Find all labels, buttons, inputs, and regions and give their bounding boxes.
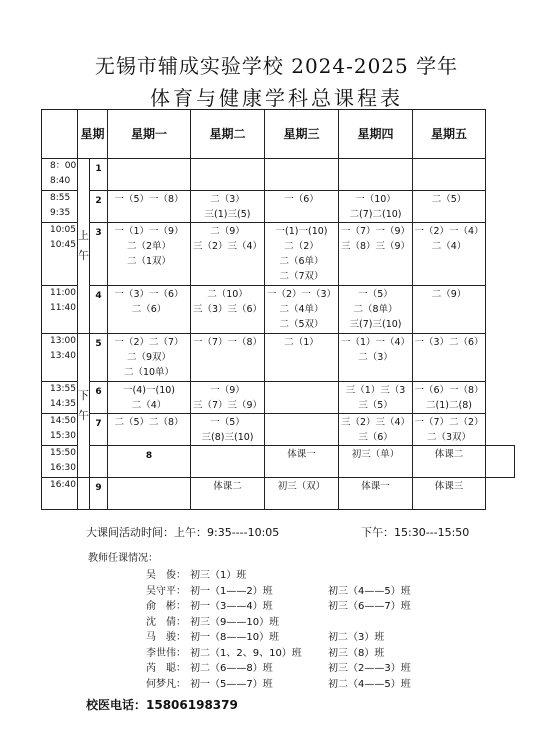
class-entry: 一（9） [210, 385, 245, 396]
class-entry: 二（5）二（8） [114, 417, 184, 428]
class-entry: 一（3）二（6） [414, 337, 484, 348]
teacher-classes: 初一（5——7）班 [190, 678, 273, 690]
teacher-classes-extra: 初三（2——3）班 [328, 663, 411, 674]
class-cell [413, 446, 486, 478]
class-cell [191, 223, 265, 286]
class-cell [413, 159, 486, 191]
class-cell [191, 159, 265, 191]
class-entry: 一（7）一（8） [192, 337, 263, 348]
class-entry: 二（2） [284, 241, 319, 252]
class-cell [339, 286, 413, 334]
period-number: 1 [90, 159, 108, 191]
day-header: 星期三 [265, 110, 339, 159]
teacher-classes-extra: 初三（8）班 [328, 647, 385, 659]
class-entry: 一（7）二（2） [414, 417, 484, 428]
class-cell [413, 334, 486, 382]
teacher-classes: 初三（1）班 [190, 570, 247, 581]
class-entry: 三（7）三（9） [192, 400, 263, 411]
time-text: 8：00 [50, 161, 77, 171]
class-entry: 三（6） [358, 432, 393, 443]
class-entry: 三（2）三（4） [192, 241, 263, 252]
class-entry: 二（4单） [279, 304, 324, 315]
teacher-name: 何梦凡： [146, 678, 186, 690]
class-cell [191, 334, 265, 382]
class-cell [191, 382, 265, 414]
empty-half-cell [90, 446, 108, 478]
class-cell [108, 191, 191, 223]
class-cell [191, 414, 265, 446]
schedule-row [42, 159, 515, 191]
class-entry: 二（5） [431, 194, 467, 205]
class-entry: 二（7双） [279, 271, 324, 282]
class-cell [108, 286, 191, 334]
class-entry: 一（2）一（3） [266, 289, 337, 300]
time-text: 13:00 [50, 336, 76, 346]
period-number: 4 [90, 286, 108, 334]
class-cell [413, 191, 486, 223]
class-entry: 二（9） [431, 289, 467, 300]
class-cell [265, 286, 339, 334]
class-entry: 二（4） [431, 241, 467, 252]
teacher-name: 李世伟： [146, 647, 186, 659]
empty-half-cell [78, 478, 90, 510]
teacher-classes-extra: 初二（3）班 [328, 632, 385, 643]
class-entry: 三(8)三(10) [201, 432, 254, 443]
class-cell [339, 223, 413, 286]
class-cell [191, 286, 265, 334]
class-cell [108, 223, 191, 286]
class-entry: 一（5） [358, 289, 393, 300]
class-cell [265, 223, 339, 286]
class-entry: 三（3）三（6） [192, 304, 263, 315]
class-cell [413, 382, 486, 414]
half-day-char: 上 [78, 229, 89, 242]
time-text: 11:40 [50, 303, 76, 313]
class-cell [265, 191, 339, 223]
time-text: 9:35 [50, 208, 71, 218]
class-entry: 体课二 [213, 481, 242, 492]
day-header: 星期五 [413, 110, 486, 159]
class-entry: 二(1)二(8) [426, 400, 472, 411]
time-cell [42, 223, 78, 286]
class-cell [191, 191, 265, 223]
class-cell [413, 478, 486, 510]
class-entry: 三（2）三（4） [340, 417, 411, 428]
class-entry: 一(4)一(10) [123, 385, 175, 396]
period-number: 6 [90, 382, 108, 414]
class-entry: 一（6） [284, 194, 319, 205]
class-cell [191, 478, 265, 510]
class-entry: 二（2单） [126, 241, 172, 252]
class-entry: 三（8）三（9） [340, 241, 411, 252]
class-entry: 一（5）一（8） [114, 194, 184, 205]
day-header: 星期一 [108, 110, 191, 159]
half-day-char: 午 [78, 249, 89, 262]
class-entry: 二（5双） [279, 319, 324, 330]
teacher-classes-extra: 初三（4——5）班 [328, 585, 411, 597]
teacher-classes: 初一（8——10）班 [190, 632, 280, 643]
time-text: 14:35 [50, 399, 76, 409]
class-entry: 二（3） [358, 352, 393, 363]
day-label: 星期 [78, 110, 108, 159]
schedule-title: 无锡市辅成实验学校 2024-2025 学年 [94, 54, 459, 78]
period-number: 5 [90, 334, 108, 382]
time-text: 14:50 [50, 416, 76, 426]
class-cell [339, 446, 413, 478]
break-time-am: 大课间活动时间：上午：9:35----10:05 [86, 526, 280, 539]
teacher-name: 吴守平： [146, 585, 186, 597]
class-cell [339, 334, 413, 382]
class-entry: 二(7)二(10) [349, 209, 402, 220]
teacher-name: 俞 彬： [146, 601, 186, 612]
class-cell [265, 334, 339, 382]
class-entry: 二（1双） [126, 256, 172, 267]
class-cell [339, 382, 413, 414]
class-entry: 二（1） [284, 337, 319, 348]
class-entry: 一（3）一（6） [114, 289, 184, 300]
teacher-classes: 初一（3——4）班 [190, 601, 273, 612]
schedule-table [41, 109, 515, 510]
time-text: 13:40 [50, 351, 76, 361]
class-entry: 二（9双） [126, 352, 172, 363]
time-text: 15:30 [50, 431, 76, 441]
class-cell [265, 446, 339, 478]
class-entry: 二（6单） [279, 256, 324, 267]
class-entry: 一（6）一（8） [414, 385, 484, 396]
time-cell [42, 478, 78, 510]
class-entry: 一（2）一（4） [414, 226, 484, 237]
class-cell [108, 478, 191, 510]
class-entry: 二（3双） [426, 432, 472, 443]
time-text: 8:55 [50, 193, 71, 203]
period-number: 9 [90, 478, 108, 510]
class-cell [108, 334, 191, 382]
class-entry: 体课一 [287, 449, 316, 460]
corner-cell [42, 110, 78, 159]
class-entry: 二（8单） [353, 304, 398, 315]
class-cell [191, 446, 265, 478]
schedule-row [42, 286, 515, 334]
teacher-classes-extra: 初二（4——5）班 [328, 678, 411, 690]
class-cell [413, 414, 486, 446]
time-cell [42, 286, 78, 334]
class-entry: 三(1)三(5) [204, 209, 251, 220]
time-cell [42, 334, 78, 382]
teacher-classes: 初二（1、2、9、10）班 [190, 647, 302, 659]
half-day-char: 下 [78, 388, 89, 402]
day-header: 星期二 [191, 110, 265, 159]
day-header: 星期四 [339, 110, 413, 159]
class-cell [108, 414, 191, 446]
class-entry: 三（1）三（3 [345, 385, 406, 396]
time-text: 10:05 [50, 225, 76, 235]
class-cell [413, 223, 486, 286]
class-entry: 体课二 [434, 449, 464, 460]
schedule-row [42, 334, 515, 382]
class-cell [339, 159, 413, 191]
class-cell [265, 159, 339, 191]
schedule-row [42, 414, 515, 446]
time-text: 16:40 [50, 480, 76, 490]
class-entry: 体课一 [361, 481, 390, 492]
teacher-name: 沈 倩： [146, 616, 186, 628]
time-text: 10:45 [50, 240, 76, 250]
class-entry: 初三（单） [351, 449, 400, 460]
class-cell [339, 414, 413, 446]
class-entry: 一（7）一（9） [340, 226, 411, 237]
class-entry: 体课三 [434, 481, 464, 492]
class-cell [486, 446, 515, 478]
class-entry: 一(1)一(10) [275, 226, 328, 237]
teacher-classes: 初二（6——8）班 [190, 663, 273, 674]
half-day-char: 午 [78, 408, 89, 422]
time-cell [42, 159, 78, 191]
class-cell [108, 159, 191, 191]
period-number: 3 [90, 223, 108, 286]
class-entry: 二（10） [207, 289, 248, 300]
schedule-row [42, 478, 515, 510]
class-entry: 二（4） [131, 400, 167, 411]
teacher-name: 吴 俊： [146, 570, 186, 581]
class-cell [265, 478, 339, 510]
afternoon-label [78, 334, 90, 478]
schedule-row [42, 446, 515, 478]
class-entry: 初三（双） [277, 481, 326, 492]
teacher-classes: 初一（1——2）班 [190, 585, 273, 597]
class-entry: 一（10） [355, 194, 396, 205]
clinic-phone: 校医电话：15806198379 [86, 698, 238, 712]
period-number: 7 [90, 414, 108, 446]
class-cell [265, 382, 339, 414]
class-entry: 一（2）二（7） [114, 337, 184, 348]
class-entry: 一（1）一（4） [340, 337, 411, 348]
class-entry: 一（5） [210, 417, 245, 428]
class-cell [265, 414, 339, 446]
teachers-title: 教师任课情况： [88, 553, 158, 564]
teacher-name: 芮 聪： [146, 663, 186, 674]
class-entry: 一（1）一（9） [114, 226, 184, 237]
time-cell [42, 382, 78, 414]
time-cell [42, 446, 78, 478]
class-entry: 三（5） [358, 400, 393, 411]
class-cell [413, 286, 486, 334]
time-text: 13:55 [50, 384, 76, 394]
teacher-name: 马 骏： [146, 632, 186, 643]
morning-label [78, 159, 90, 334]
time-cell [42, 414, 78, 446]
time-text: 8:40 [50, 176, 71, 186]
schedule-subtitle: 体育与健康学科总课程表 [150, 86, 403, 110]
schedule-row [42, 382, 515, 414]
class-cell [339, 191, 413, 223]
break-time-pm: 下午：15:30---15:50 [361, 526, 470, 539]
time-text: 15:50 [50, 448, 76, 458]
schedule-row [42, 191, 515, 223]
class-cell [339, 478, 413, 510]
time-cell [42, 191, 78, 223]
class-entry: 二（6） [131, 304, 167, 315]
class-entry: 三(7)三(10) [349, 319, 402, 330]
class-cell [108, 382, 191, 414]
header-row [42, 110, 515, 159]
teacher-classes: 初三（9——10）班 [190, 616, 280, 628]
class-entry: 二（10单） [123, 367, 175, 378]
period-number: 2 [90, 191, 108, 223]
time-text: 11:00 [50, 288, 76, 298]
schedule-row [42, 223, 515, 286]
period-number: 8 [108, 446, 191, 478]
class-entry: 二（9） [210, 226, 245, 237]
class-entry: 二（3） [210, 194, 245, 205]
teacher-classes-extra: 初三（6——7）班 [328, 601, 411, 612]
time-text: 16:30 [50, 463, 76, 473]
